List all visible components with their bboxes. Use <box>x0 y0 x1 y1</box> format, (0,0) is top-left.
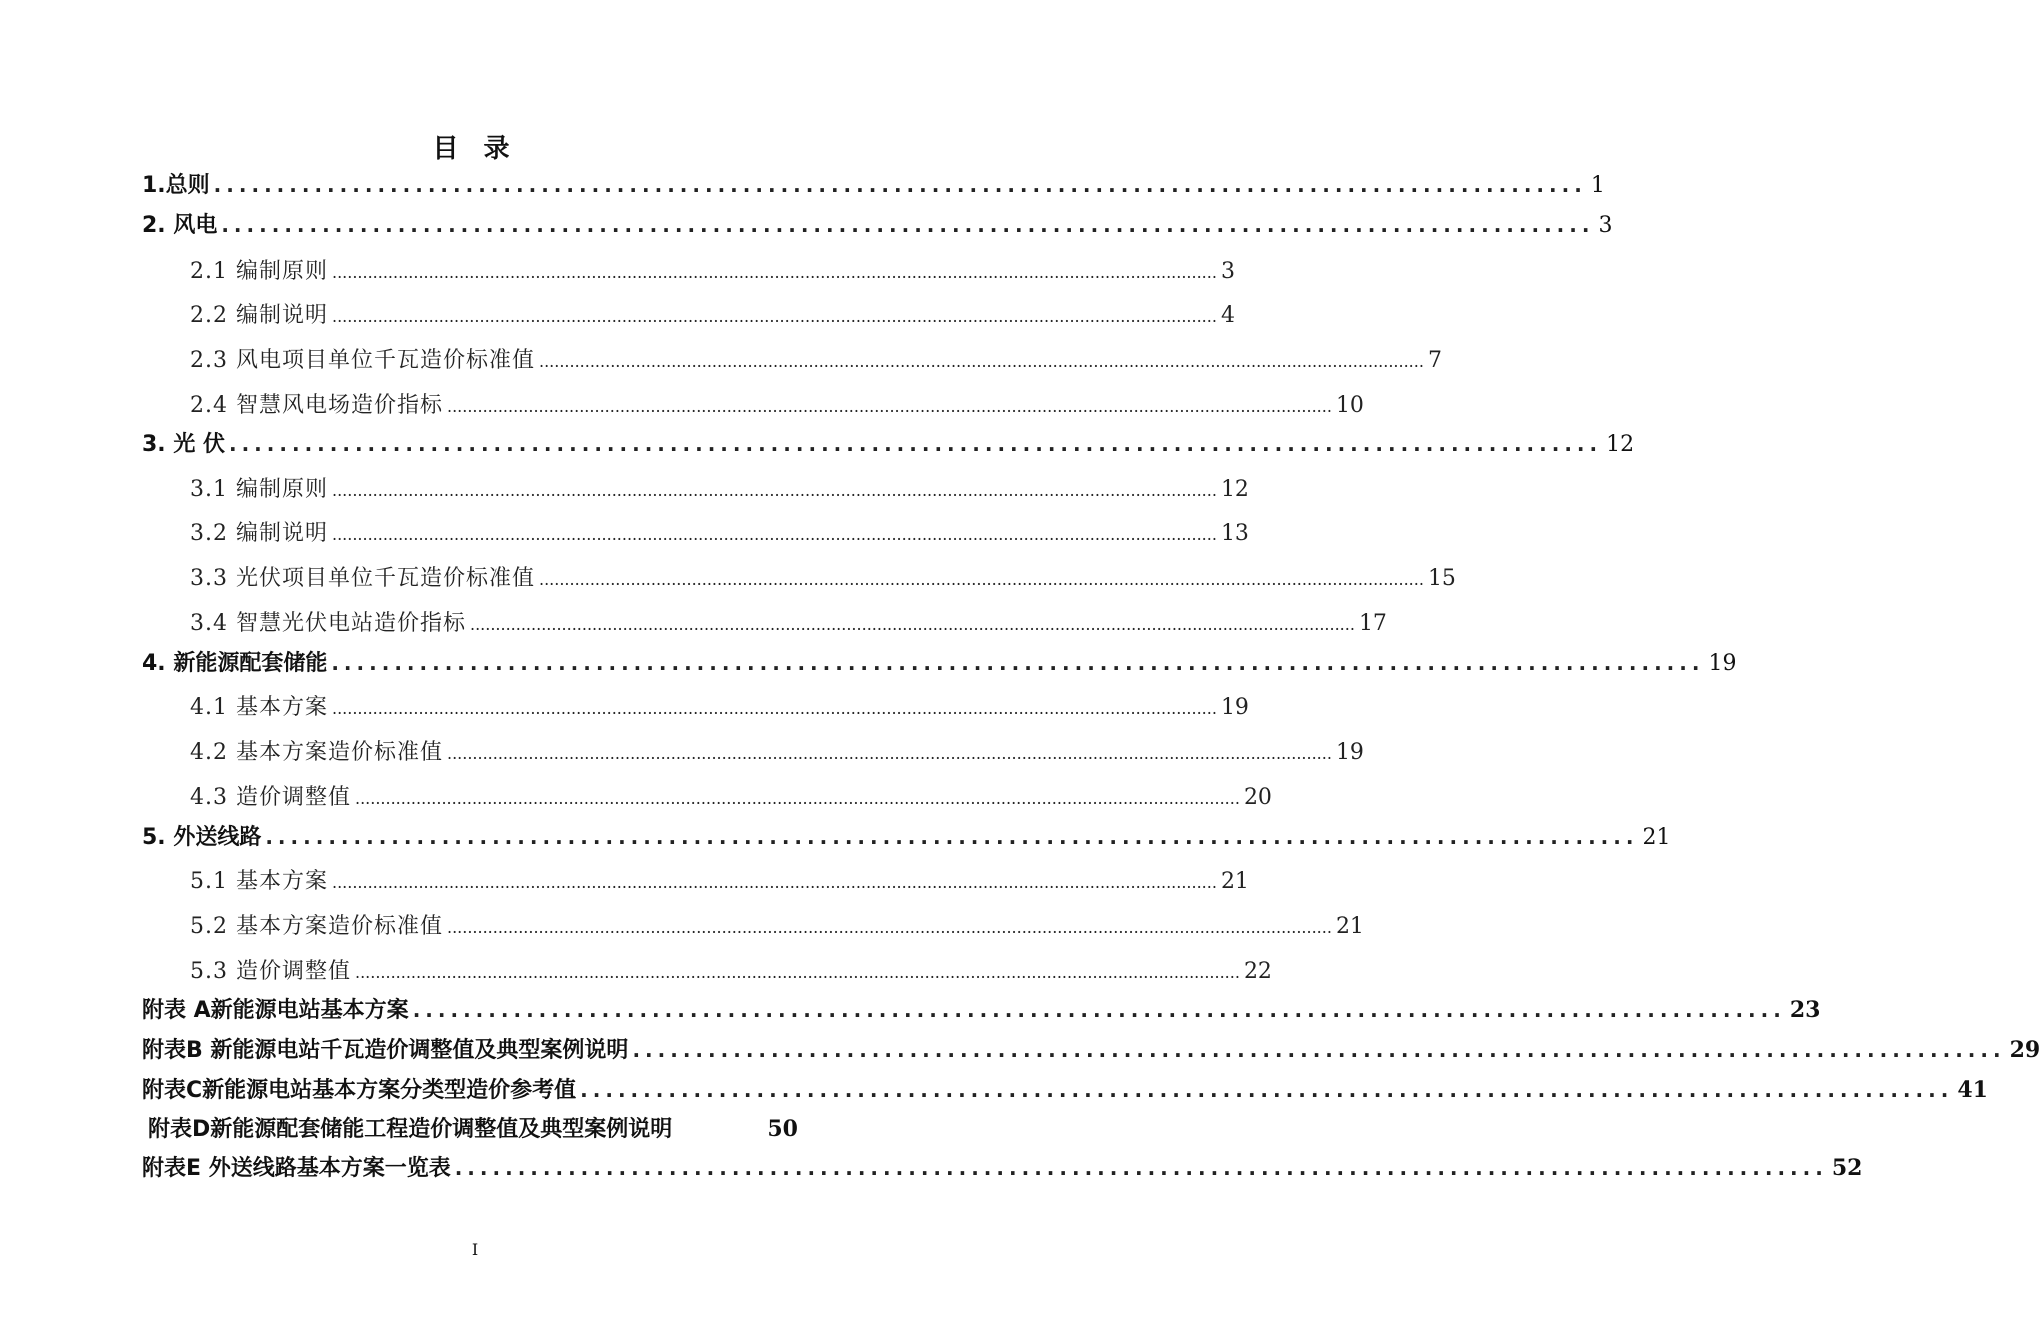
leader-dots: ............................................................................................................. <box>265 825 1639 849</box>
toc-entry-3-1[interactable] <box>190 472 1249 504</box>
toc-entry-page: 29 <box>2009 1037 2040 1063</box>
toc-entry-label: 4.2 基本方案造价标准值 <box>190 740 443 765</box>
toc-entry-page: 20 <box>1243 785 1272 810</box>
toc-entry-label: 4.3 造价调整值 <box>190 785 351 810</box>
leader-dots: .............................................................................................................................................................................. <box>331 873 1217 892</box>
toc-entry-page: 21 <box>1335 914 1364 939</box>
toc-entry-label: 2.1 编制原则 <box>190 259 328 284</box>
toc-entry-page: 17 <box>1358 611 1387 636</box>
toc-entry-page: 7 <box>1427 348 1442 373</box>
leader-dots: .............................................................................................................................................................................. <box>354 963 1240 982</box>
toc-entry-label: 附表D新能源配套储能工程造价调整值及典型案例说明 <box>148 1117 673 1142</box>
toc-entry-page: 10 <box>1335 393 1364 418</box>
leader-dots: .............................................................................................................................................................................. <box>446 397 1332 416</box>
toc-entry-label: 1.总则 <box>142 173 210 198</box>
toc-entry-3-2[interactable] <box>190 516 1249 548</box>
leader-dots: .............................................................................................................................................................................. <box>354 789 1240 808</box>
toc-entry-page: 15 <box>1427 566 1456 591</box>
toc-entry-page: 3 <box>1598 213 1613 238</box>
toc-entry-5-2[interactable] <box>190 909 1364 941</box>
leader-dots: .............................................................................................................................................................................. <box>446 918 1332 937</box>
toc-entry-page: 3 <box>1220 259 1235 284</box>
toc-entry-page: 19 <box>1708 651 1737 676</box>
toc-entry-2-4[interactable] <box>190 388 1364 420</box>
toc-entry-3-4[interactable] <box>190 606 1387 638</box>
page-number-footer: I <box>471 1240 479 1259</box>
leader-dots: .............................................................................................................................................................................. <box>469 615 1355 634</box>
toc-entry-label: 3. 光 伏 <box>142 432 225 457</box>
toc-entry-3-3[interactable] <box>190 561 1456 593</box>
leader-dots: .............................................................................................................................................................................. <box>331 263 1217 282</box>
toc-entry-page: 50 <box>767 1116 798 1142</box>
toc-entry-appendix-e[interactable] <box>142 1151 1863 1183</box>
toc-entry-4-2[interactable] <box>190 735 1364 767</box>
toc-entry-label: 3.4 智慧光伏电站造价指标 <box>190 611 466 636</box>
leader-dots: ............................................................................................................. <box>221 213 1595 237</box>
toc-entry-page: 19 <box>1335 740 1364 765</box>
toc-entry-2-3[interactable] <box>190 343 1442 375</box>
leader-dots: ............................................................................................................. <box>580 1078 1954 1102</box>
leader-dots: ............................................................................................................. <box>331 651 1705 675</box>
toc-entry-general[interactable] <box>142 168 1605 200</box>
toc-entry-label: 5.2 基本方案造价标准值 <box>190 914 443 939</box>
toc-entry-2-2[interactable] <box>190 298 1235 330</box>
toc-entry-label: 4. 新能源配套储能 <box>142 651 328 676</box>
toc-entry-label: 5. 外送线路 <box>142 825 262 850</box>
leader-dots: ............................................................................................................. <box>632 1038 2006 1062</box>
toc-entry-label: 2. 风电 <box>142 213 218 238</box>
toc-entry-page: 13 <box>1220 521 1249 546</box>
toc-entry-label: 5.3 造价调整值 <box>190 959 351 984</box>
toc-entry-2-1[interactable] <box>190 254 1235 286</box>
toc-entry-page: 23 <box>1789 997 1821 1023</box>
toc-entry-label: 2.2 编制说明 <box>190 303 328 328</box>
leader-dots: ............................................................................................................. <box>412 998 1786 1022</box>
toc-entry-appendix-d[interactable] <box>142 1112 798 1144</box>
toc-entry-5-3[interactable] <box>190 954 1272 986</box>
toc-entry-page: 1 <box>1590 173 1605 198</box>
leader-dots: ............................................................................................................. <box>228 432 1603 456</box>
toc-entry-page: 21 <box>1642 825 1671 850</box>
leader-dots: .............................................................................................................................................................................. <box>331 481 1217 500</box>
toc-entry-label: 附表C新能源电站基本方案分类型造价参考值 <box>142 1078 577 1103</box>
toc-entry-page: 19 <box>1220 695 1249 720</box>
toc-entry-photovoltaic[interactable] <box>142 427 1635 459</box>
toc-entry-energy-storage[interactable] <box>142 646 1737 678</box>
leader-dots: .............................................................................................................................................................................. <box>538 570 1424 589</box>
leader-dots: ............................................................................................................. <box>213 173 1587 197</box>
leader-dots: ............................................................................................................. <box>454 1156 1828 1180</box>
leader-dots: .............................................................................................................................................................................. <box>331 525 1217 544</box>
toc-entry-page: 4 <box>1220 303 1235 328</box>
toc-entry-4-3[interactable] <box>190 780 1272 812</box>
leader-dots: .............................................................................................................................................................................. <box>446 744 1332 763</box>
page-title: 目 录 <box>432 134 518 164</box>
toc-entry-wind-power[interactable] <box>142 208 1613 240</box>
leader-dots: .............................................................................................................................................................................. <box>331 307 1217 326</box>
toc-entry-appendix-a[interactable] <box>142 993 1821 1025</box>
leader-dots: .............................................................................................................................................................................. <box>538 352 1424 371</box>
toc-entry-label: 附表E 外送线路基本方案一览表 <box>142 1156 451 1181</box>
toc-entry-appendix-b[interactable] <box>142 1033 2040 1065</box>
toc-entry-label: 2.4 智慧风电场造价指标 <box>190 393 443 418</box>
toc-entry-appendix-c[interactable] <box>142 1073 1988 1105</box>
toc-entry-page: 12 <box>1220 477 1249 502</box>
toc-entry-4-1[interactable] <box>190 690 1249 722</box>
toc-entry-page: 41 <box>1957 1077 1988 1103</box>
toc-entry-label: 2.3 风电项目单位千瓦造价标准值 <box>190 348 535 373</box>
toc-entry-page: 12 <box>1606 432 1635 457</box>
toc-entry-label: 附表B 新能源电站千瓦造价调整值及典型案例说明 <box>142 1038 629 1063</box>
toc-entry-transmission-lines[interactable] <box>142 820 1671 852</box>
leader-dots: .............................................................................................................................................................................. <box>331 699 1217 718</box>
toc-entry-page: 22 <box>1243 959 1272 984</box>
toc-entry-label: 3.2 编制说明 <box>190 521 328 546</box>
toc-entry-page: 52 <box>1831 1155 1863 1181</box>
toc-entry-label: 4.1 基本方案 <box>190 695 328 720</box>
toc-entry-label: 附表 A新能源电站基本方案 <box>142 998 409 1023</box>
toc-entry-label: 3.3 光伏项目单位千瓦造价标准值 <box>190 566 535 591</box>
toc-entry-page: 21 <box>1220 869 1249 894</box>
toc-entry-label: 5.1 基本方案 <box>190 869 328 894</box>
toc-entry-5-1[interactable] <box>190 864 1249 896</box>
toc-entry-label: 3.1 编制原则 <box>190 477 328 502</box>
